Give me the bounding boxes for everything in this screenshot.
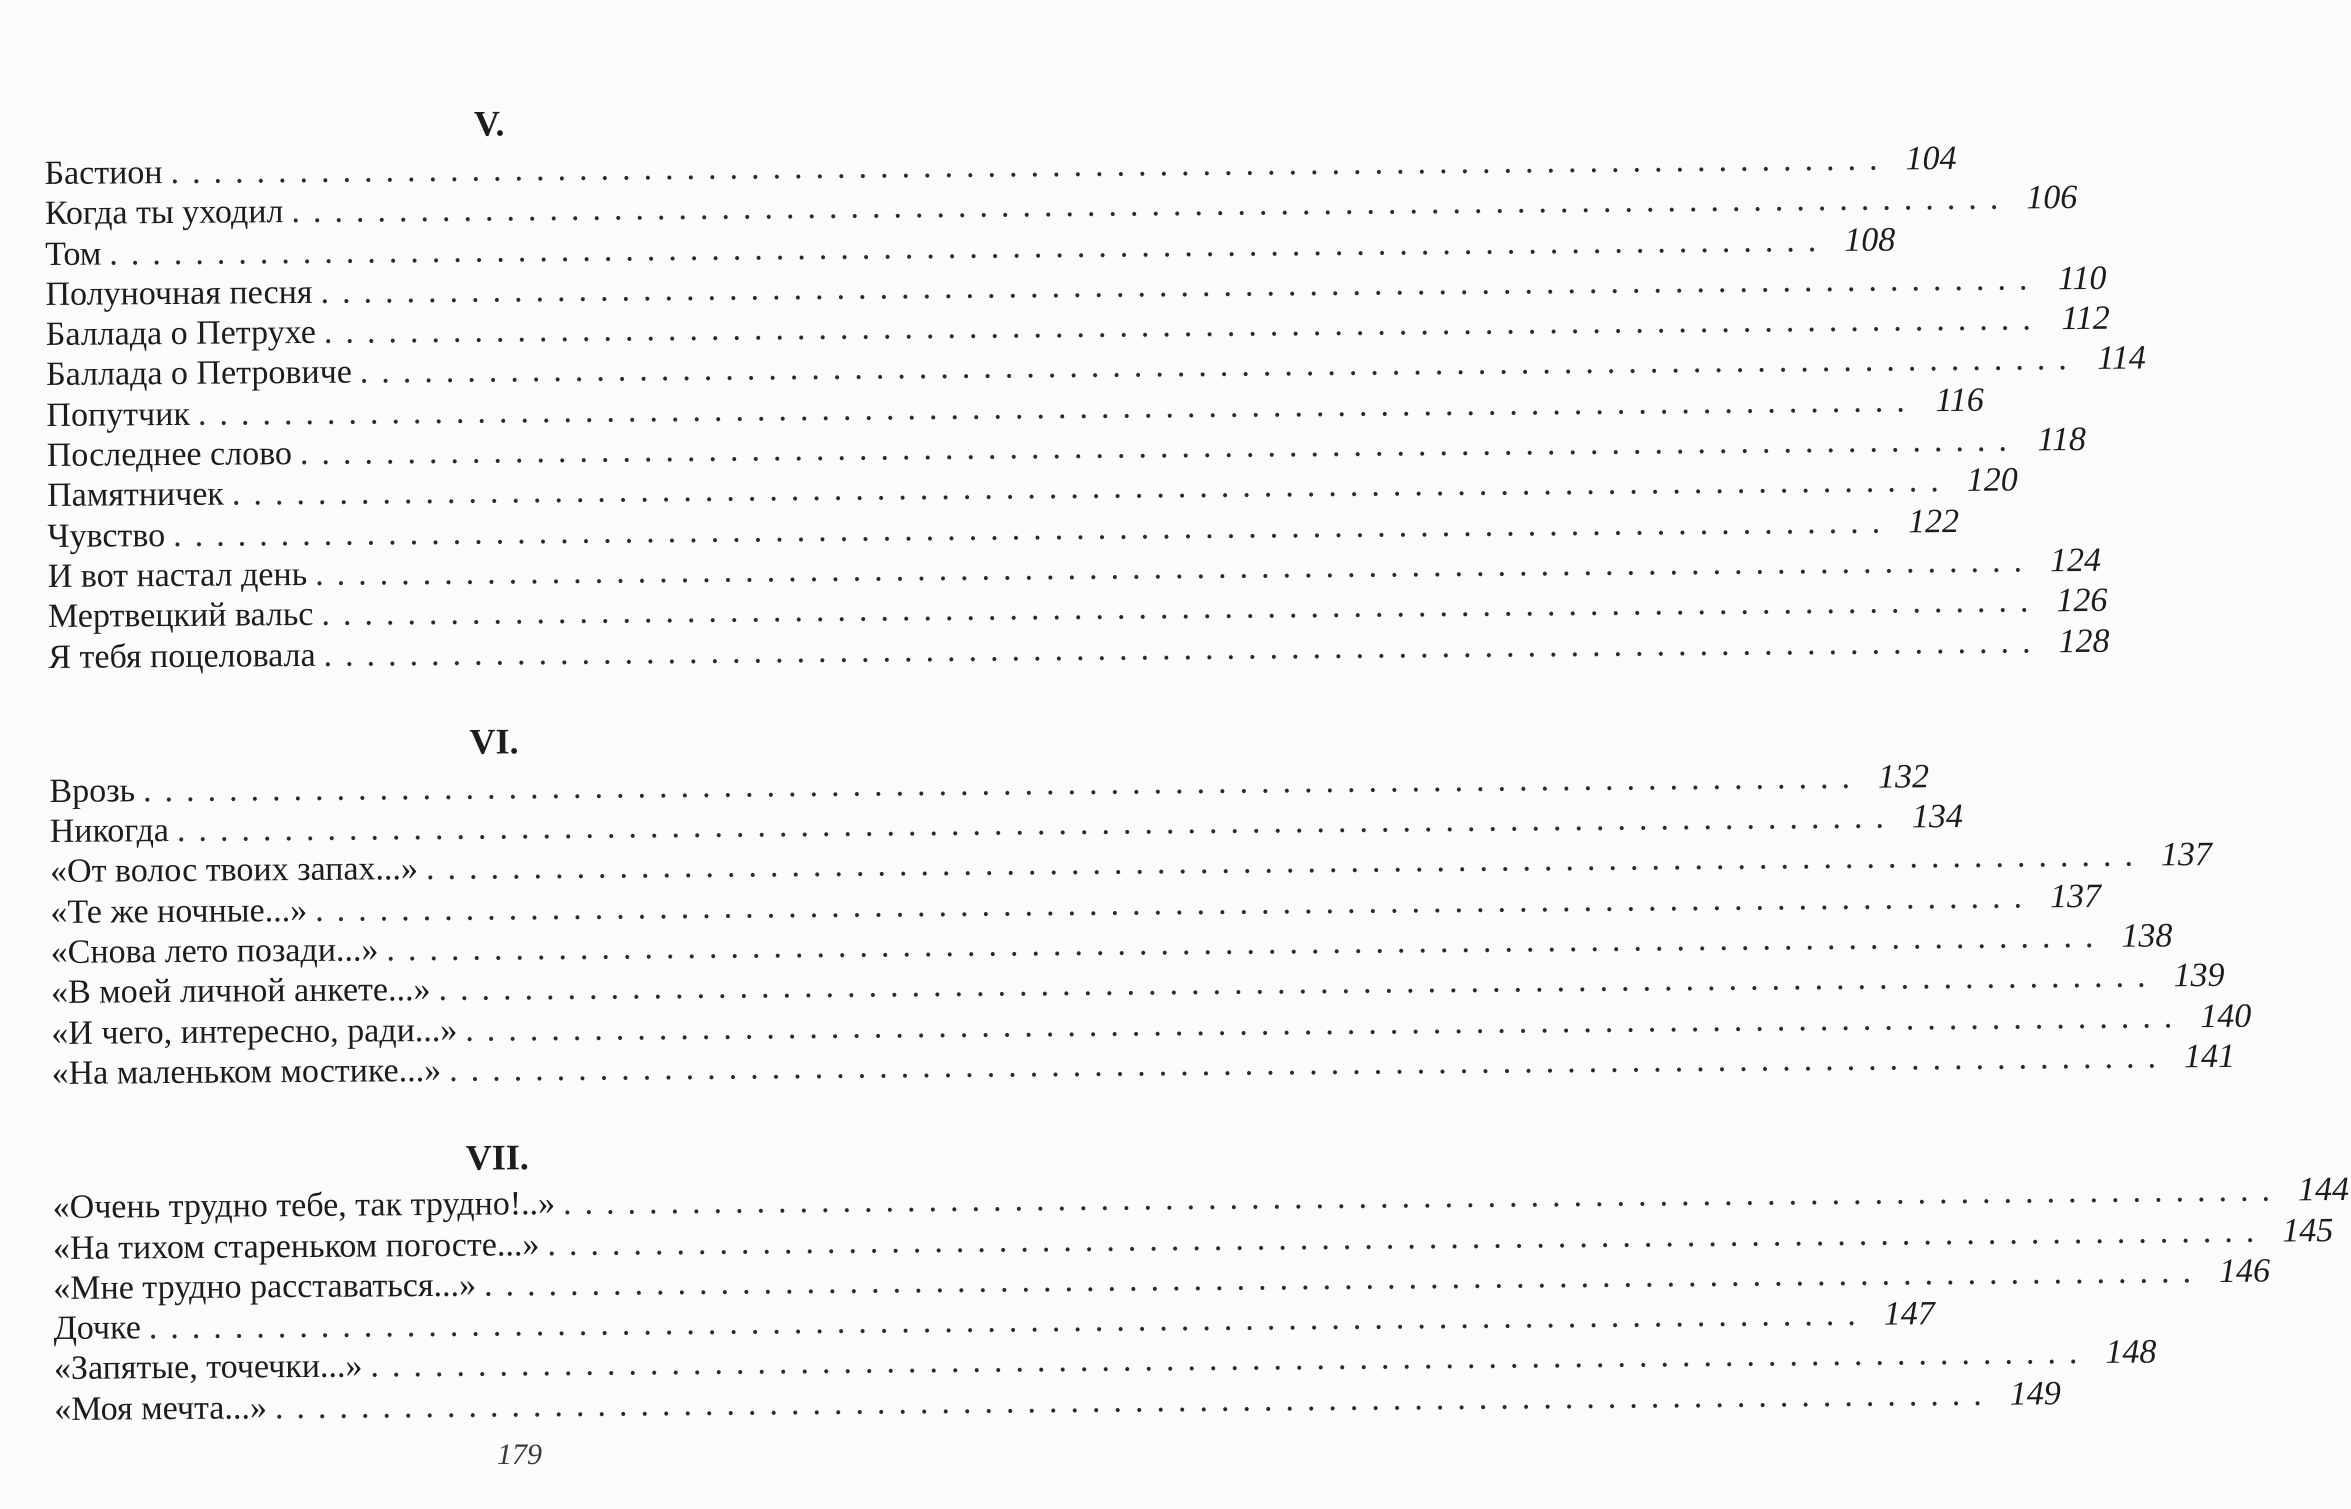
- entry-title: Чувство: [47, 516, 166, 555]
- dot-leader: ................................................................................: [438, 957, 2159, 1009]
- entry-page-number: 145: [2282, 1211, 2334, 1249]
- dot-leader: ................................................................................: [314, 878, 2036, 929]
- entry-title: «Моя мечта...»: [54, 1389, 268, 1428]
- toc-entry: [51, 1037, 2236, 1094]
- dot-leader: ................................................................................: [291, 179, 2012, 231]
- dot-leader: ................................................................................: [231, 462, 1952, 513]
- page-number: 179: [497, 1438, 542, 1471]
- entry-title: Последнее слово: [46, 435, 293, 475]
- dot-leader: ................................................................................: [370, 1334, 2091, 1385]
- toc-entry: [44, 179, 2078, 234]
- entry-title: Когда ты уходил: [44, 193, 284, 233]
- toc-entry: [50, 877, 2102, 933]
- dot-leader: ................................................................................: [148, 1295, 1869, 1347]
- dot-leader: ................................................................................: [109, 221, 1830, 273]
- dot-leader: ................................................................................: [274, 1375, 1995, 1426]
- dot-leader: ................................................................................: [547, 1212, 2268, 1263]
- entry-page-number: 149: [2009, 1374, 2061, 1413]
- dot-leader: ................................................................................: [320, 260, 2041, 311]
- entry-title: Я тебя поцеловала: [48, 636, 316, 676]
- entry-page-number: 112: [2061, 299, 2110, 338]
- dot-leader: ................................................................................: [321, 582, 2042, 634]
- toc-entry: [50, 917, 2173, 973]
- entry-page-number: 124: [2049, 541, 2102, 580]
- entry-title: «В моей личной анкете...»: [50, 971, 431, 1012]
- entry-page-number: 141: [2183, 1037, 2236, 1076]
- toc-entry: [50, 957, 2225, 1013]
- table-of-contents: [44, 93, 2350, 1430]
- toc-entry: [45, 221, 1896, 275]
- entry-page-number: 108: [1844, 221, 1896, 259]
- entry-title: Дочке: [53, 1309, 141, 1348]
- section-title: V.: [473, 103, 505, 144]
- toc-entry: [51, 997, 2252, 1054]
- toc-list: [49, 758, 2252, 1094]
- toc-section-vii: [52, 1127, 2350, 1430]
- entry-page-number: 134: [1911, 798, 1964, 836]
- entry-page-number: 128: [2058, 622, 2110, 660]
- entry-title: «Мне трудно расставаться...»: [53, 1266, 477, 1307]
- toc-entry: [46, 461, 2018, 516]
- dot-leader: ................................................................................: [142, 758, 1864, 810]
- entry-page-number: 122: [1907, 502, 1960, 541]
- entry-title: «И чего, интересно, ради...»: [51, 1011, 458, 1052]
- entry-title: «На маленьком мостике...»: [51, 1051, 442, 1092]
- entry-page-number: 120: [1966, 461, 2018, 500]
- entry-page-number: 126: [2056, 582, 2108, 620]
- section-title: VII.: [465, 1137, 529, 1178]
- entry-title: Том: [45, 235, 102, 273]
- entry-title: «Запятые, точечки...»: [53, 1347, 363, 1388]
- toc-entry: [53, 1252, 2271, 1309]
- entry-title: Врозь: [49, 772, 136, 810]
- entry-page-number: 140: [2200, 997, 2252, 1035]
- toc-section-v: [44, 93, 2146, 678]
- entry-title: «На тихом старeньком погосте...»: [52, 1225, 540, 1267]
- toc-entry: [53, 1333, 2157, 1389]
- entry-page-number: 144: [2297, 1171, 2350, 1209]
- entry-page-number: 114: [2097, 339, 2146, 378]
- entry-title: Баллада о Петрухе: [45, 314, 317, 354]
- entry-page-number: 106: [2026, 179, 2078, 217]
- entry-page-number: 147: [1883, 1295, 1935, 1333]
- dot-leader: ................................................................................: [197, 382, 1918, 433]
- entry-page-number: 148: [2105, 1333, 2157, 1372]
- section-title: VI.: [469, 721, 519, 762]
- entry-title: Полуночная песня: [45, 273, 313, 313]
- entry-title: Мертвецкий вальс: [47, 596, 314, 636]
- dot-leader: ................................................................................: [170, 140, 1891, 192]
- toc-section-vi: [49, 711, 2252, 1094]
- entry-page-number: 110: [2057, 259, 2107, 298]
- dot-leader: ................................................................................: [359, 340, 2080, 392]
- dot-leader: ................................................................................: [386, 917, 2107, 969]
- entry-page-number: 139: [2173, 957, 2225, 995]
- toc-entry: [52, 1211, 2334, 1269]
- dot-leader: ................................................................................: [562, 1171, 2284, 1223]
- entry-page-number: 118: [2037, 421, 2087, 459]
- entry-title: Бастион: [44, 154, 163, 192]
- entry-title: «Очень трудно тебе, так трудно!..»: [52, 1185, 556, 1227]
- dot-leader: ................................................................................: [173, 503, 1894, 554]
- toc-list: [44, 139, 2146, 678]
- toc-entry: [46, 339, 2146, 395]
- entry-page-number: 137: [2160, 836, 2213, 874]
- toc-entry: [45, 299, 2110, 355]
- toc-entry: [47, 502, 1960, 557]
- entry-title: Баллада о Петровиче: [46, 354, 352, 394]
- toc-entry: [54, 1374, 2061, 1430]
- dot-leader: ................................................................................: [483, 1252, 2205, 1304]
- toc-entry: [48, 622, 2110, 678]
- toc-entry: [46, 421, 2087, 476]
- entry-title: «Снова лето позади...»: [50, 931, 379, 972]
- entry-page-number: 132: [1877, 758, 1930, 796]
- entry-page-number: 116: [1935, 381, 1984, 419]
- entry-title: Попутчик: [46, 395, 191, 434]
- entry-title: И вот настал день: [47, 555, 308, 595]
- toc-entry: [47, 582, 2108, 637]
- entry-page-number: 104: [1905, 139, 1957, 178]
- dot-leader: ................................................................................: [449, 1038, 2170, 1089]
- toc-entry: [45, 259, 2107, 315]
- dot-leader: ................................................................................: [323, 622, 2044, 674]
- toc-entry: [52, 1171, 2350, 1228]
- toc-entry: [46, 381, 1984, 436]
- entry-page-number: 146: [2218, 1252, 2271, 1290]
- toc-entry: [49, 758, 1930, 812]
- toc-entry: [53, 1295, 1935, 1349]
- dot-leader: ................................................................................: [465, 997, 2186, 1049]
- toc-list: [52, 1171, 2350, 1430]
- toc-entry: [49, 836, 2213, 892]
- dot-leader: ................................................................................: [314, 542, 2036, 593]
- entry-title: Никогда: [49, 812, 170, 851]
- dot-leader: ................................................................................: [323, 300, 2044, 351]
- dot-leader: ................................................................................: [299, 421, 2021, 473]
- toc-entry: [49, 798, 1964, 852]
- dot-leader: ................................................................................: [176, 798, 1898, 850]
- entry-title: Памятничек: [46, 475, 225, 515]
- dot-leader: ................................................................................: [425, 836, 2147, 888]
- entry-page-number: 138: [2121, 917, 2173, 955]
- entry-title: «Те же ночные...»: [50, 891, 308, 931]
- entry-page-number: 137: [2049, 877, 2102, 916]
- toc-entry: [44, 139, 1957, 194]
- entry-title: «От волос твоих запах...»: [49, 850, 419, 891]
- toc-entry: [47, 541, 2102, 597]
